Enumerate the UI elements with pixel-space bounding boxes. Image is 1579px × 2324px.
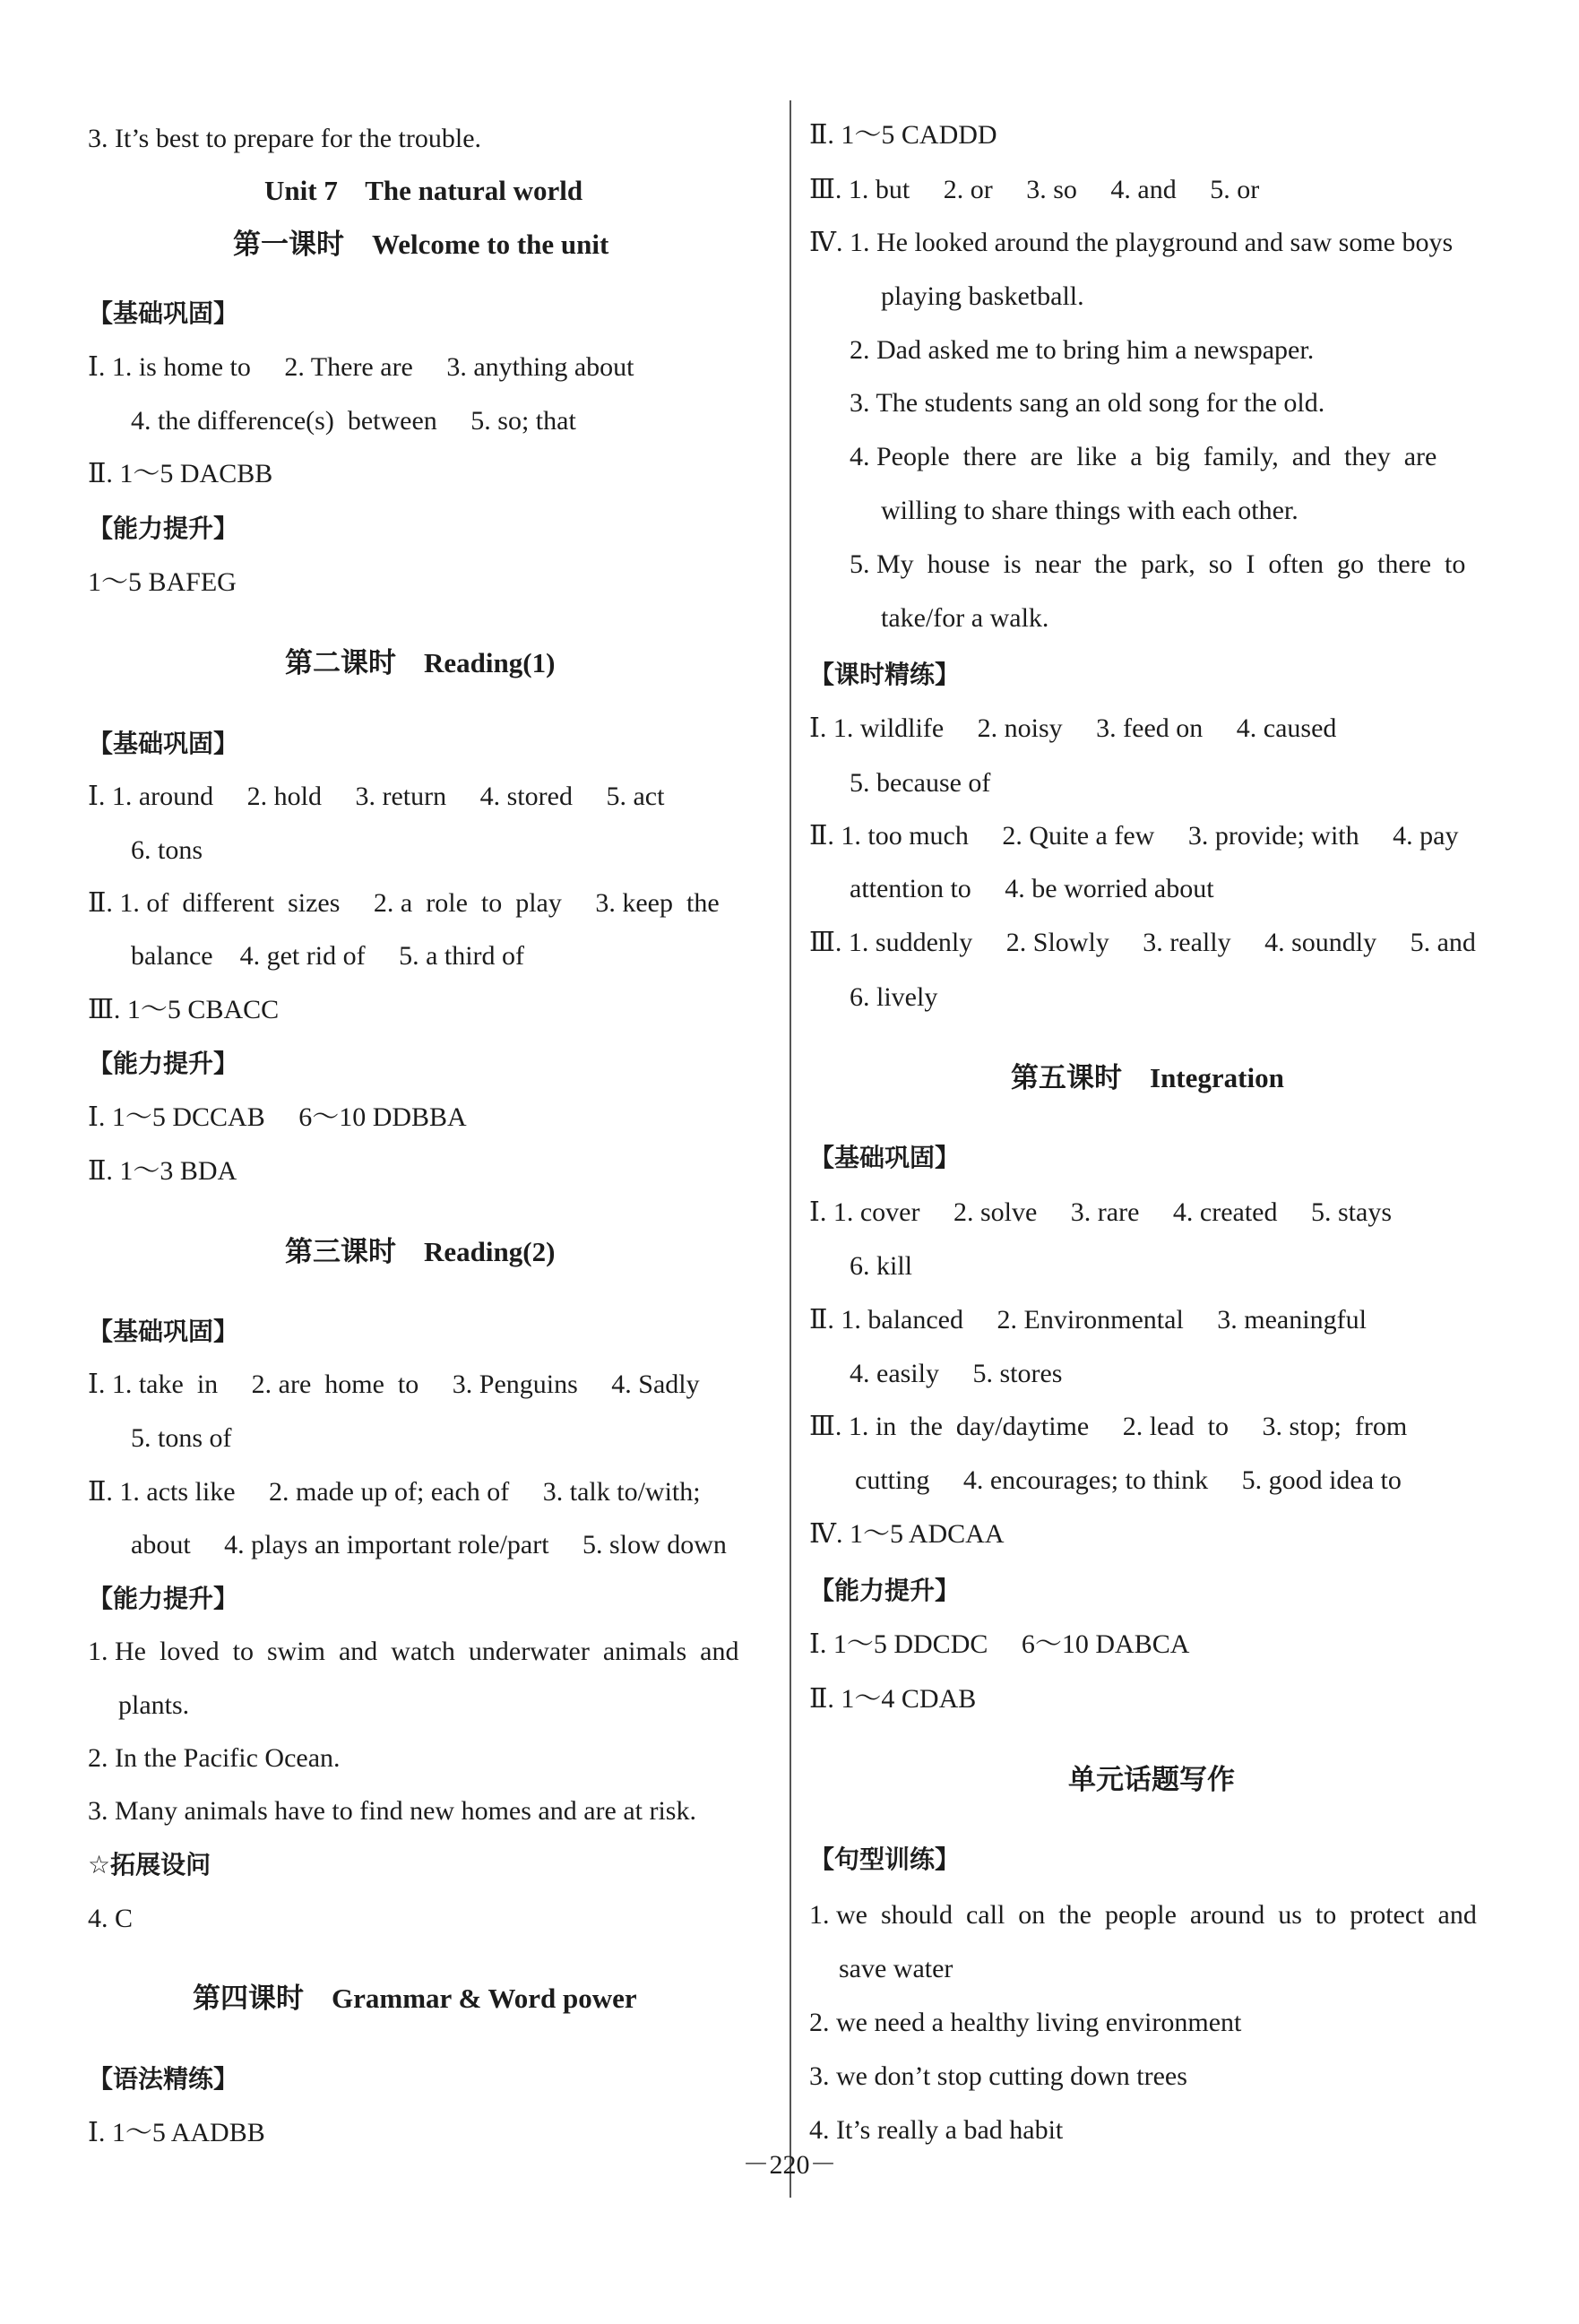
page-number: －220－: [742, 2150, 837, 2180]
right-answer-line: 6. lively: [850, 982, 938, 1012]
right-answer-line: 3. The students sang an old song for the old.: [850, 388, 1325, 418]
right-answer-line: Ⅳ. 1～5 ADCAA: [809, 1519, 1005, 1549]
left-answer-line: balance 4. get rid of 5. a third of: [131, 941, 525, 971]
left-answer-line: Ⅱ. 1. acts like 2. made up of; each of 3. talk to/with;: [88, 1477, 701, 1507]
left-answer-line: Ⅱ. 1. of different sizes 2. a role to play 3. keep the: [88, 888, 720, 918]
right-answer-line: Ⅲ. 1. but 2. or 3. so 4. and 5. or: [809, 175, 1260, 204]
right-answer-line: 4. It’s really a bad habit: [809, 2115, 1064, 2145]
right-section-label: 【句型训练】: [809, 1845, 961, 1874]
right-answer-line: Ⅲ. 1. in the day/daytime 2. lead to 3. stop; from: [809, 1412, 1408, 1441]
right-answer-line: 6. kill: [850, 1251, 913, 1281]
right-answer-line: willing to share things with each other.: [881, 496, 1299, 525]
right-answer-line: attention to 4. be worried about: [850, 874, 1214, 903]
left-answer-line: Ⅰ. 1. take in 2. are home to 3. Penguins 4. Sadly: [88, 1369, 700, 1399]
left-section-label: 【能力提升】: [88, 1049, 239, 1078]
left-heading: 第一课时 Welcome to the unit: [233, 229, 609, 260]
left-answer-line: 5. tons of: [131, 1423, 232, 1453]
right-answer-line: 3. we don’t stop cutting down trees: [809, 2061, 1187, 2091]
left-answer-line: 4. the difference(s) between 5. so; that: [131, 406, 576, 436]
left-section-label: 【能力提升】: [88, 514, 239, 543]
column-divider: [790, 100, 791, 2198]
left-answer-line: Ⅰ. 1～5 AADBB: [88, 2118, 265, 2147]
left-answer-line: Ⅱ. 1～5 DACBB: [88, 459, 273, 488]
right-answer-line: Ⅱ. 1～4 CDAB: [809, 1684, 977, 1714]
right-answer-line: Ⅳ. 1. He looked around the playground and saw some boys: [809, 228, 1454, 257]
left-section-label: 【语法精练】: [88, 2064, 239, 2094]
left-section-label: 【能力提升】: [88, 1584, 239, 1613]
left-answer-line: 3. It’s best to prepare for the trouble.: [88, 124, 482, 153]
right-answer-line: Ⅱ. 1. too much 2. Quite a few 3. provide; with 4. pay: [809, 821, 1459, 851]
right-answer-line: take/for a walk.: [881, 603, 1049, 633]
left-answer-line: 3. Many animals have to find new homes and are at risk.: [88, 1796, 696, 1826]
right-answer-line: 5. because of: [850, 768, 991, 798]
left-answer-line: 1. He loved to swim and watch underwater animals and: [88, 1637, 739, 1666]
right-answer-line: 2. we need a healthy living environment: [809, 2008, 1242, 2037]
left-answer-line: Ⅲ. 1～5 CBACC: [88, 995, 280, 1024]
right-answer-line: 4. easily 5. stores: [850, 1359, 1063, 1388]
right-heading: 单元话题写作: [1068, 1764, 1235, 1795]
left-heading: 第三课时 Reading(2): [285, 1236, 556, 1267]
left-section-label: ☆拓展设问: [88, 1850, 211, 1879]
right-answer-line: cutting 4. encourages; to think 5. good idea to: [855, 1465, 1402, 1495]
right-answer-line: Ⅰ. 1. cover 2. solve 3. rare 4. created 5. stays: [809, 1197, 1392, 1227]
left-section-label: 【基础巩固】: [88, 729, 239, 758]
left-section-label: 【基础巩固】: [88, 298, 239, 328]
left-heading: 第四课时 Grammar & Word power: [193, 1983, 637, 2014]
right-answer-line: 2. Dad asked me to bring him a newspaper.: [850, 335, 1315, 365]
right-section-label: 【基础巩固】: [809, 1143, 961, 1172]
left-section-label: 【基础巩固】: [88, 1317, 239, 1346]
right-answer-line: Ⅰ. 1. wildlife 2. noisy 3. feed on 4. caused: [809, 713, 1337, 743]
right-answer-line: Ⅱ. 1. balanced 2. Environmental 3. meaningful: [809, 1305, 1367, 1335]
right-answer-line: Ⅲ. 1. suddenly 2. Slowly 3. really 4. soundly 5. and: [809, 928, 1476, 957]
right-heading: 第五课时 Integration: [1011, 1062, 1284, 1093]
left-answer-line: Ⅰ. 1. around 2. hold 3. return 4. stored 5. act: [88, 782, 665, 811]
right-section-label: 【能力提升】: [809, 1576, 961, 1605]
left-answer-line: 4. C: [88, 1904, 134, 1933]
left-answer-line: Ⅰ. 1～5 DCCAB 6～10 DDBBA: [88, 1102, 467, 1132]
left-heading: 第二课时 Reading(1): [285, 647, 556, 678]
left-answer-line: about 4. plays an important role/part 5. slow down: [131, 1530, 727, 1559]
right-answer-line: save water: [839, 1954, 953, 1983]
right-answer-line: 1. we should call on the people around us to protect and: [809, 1900, 1477, 1930]
left-answer-line: plants.: [118, 1690, 190, 1720]
right-answer-line: 5. My house is near the park, so I often go there to: [850, 549, 1466, 579]
right-answer-line: Ⅰ. 1～5 DDCDC 6～10 DABCA: [809, 1629, 1190, 1659]
left-answer-line: 2. In the Pacific Ocean.: [88, 1743, 341, 1773]
left-heading: Unit 7 The natural world: [264, 175, 583, 206]
left-answer-line: 1～5 BAFEG: [88, 567, 237, 597]
right-answer-line: Ⅱ. 1～5 CADDD: [809, 120, 997, 150]
left-answer-line: Ⅱ. 1～3 BDA: [88, 1156, 237, 1186]
right-answer-line: 4. People there are like a big family, and they are: [850, 442, 1437, 471]
left-answer-line: 6. tons: [131, 835, 203, 865]
left-answer-line: Ⅰ. 1. is home to 2. There are 3. anything about: [88, 352, 634, 382]
right-answer-line: playing basketball.: [881, 281, 1084, 311]
right-section-label: 【课时精练】: [809, 660, 961, 689]
